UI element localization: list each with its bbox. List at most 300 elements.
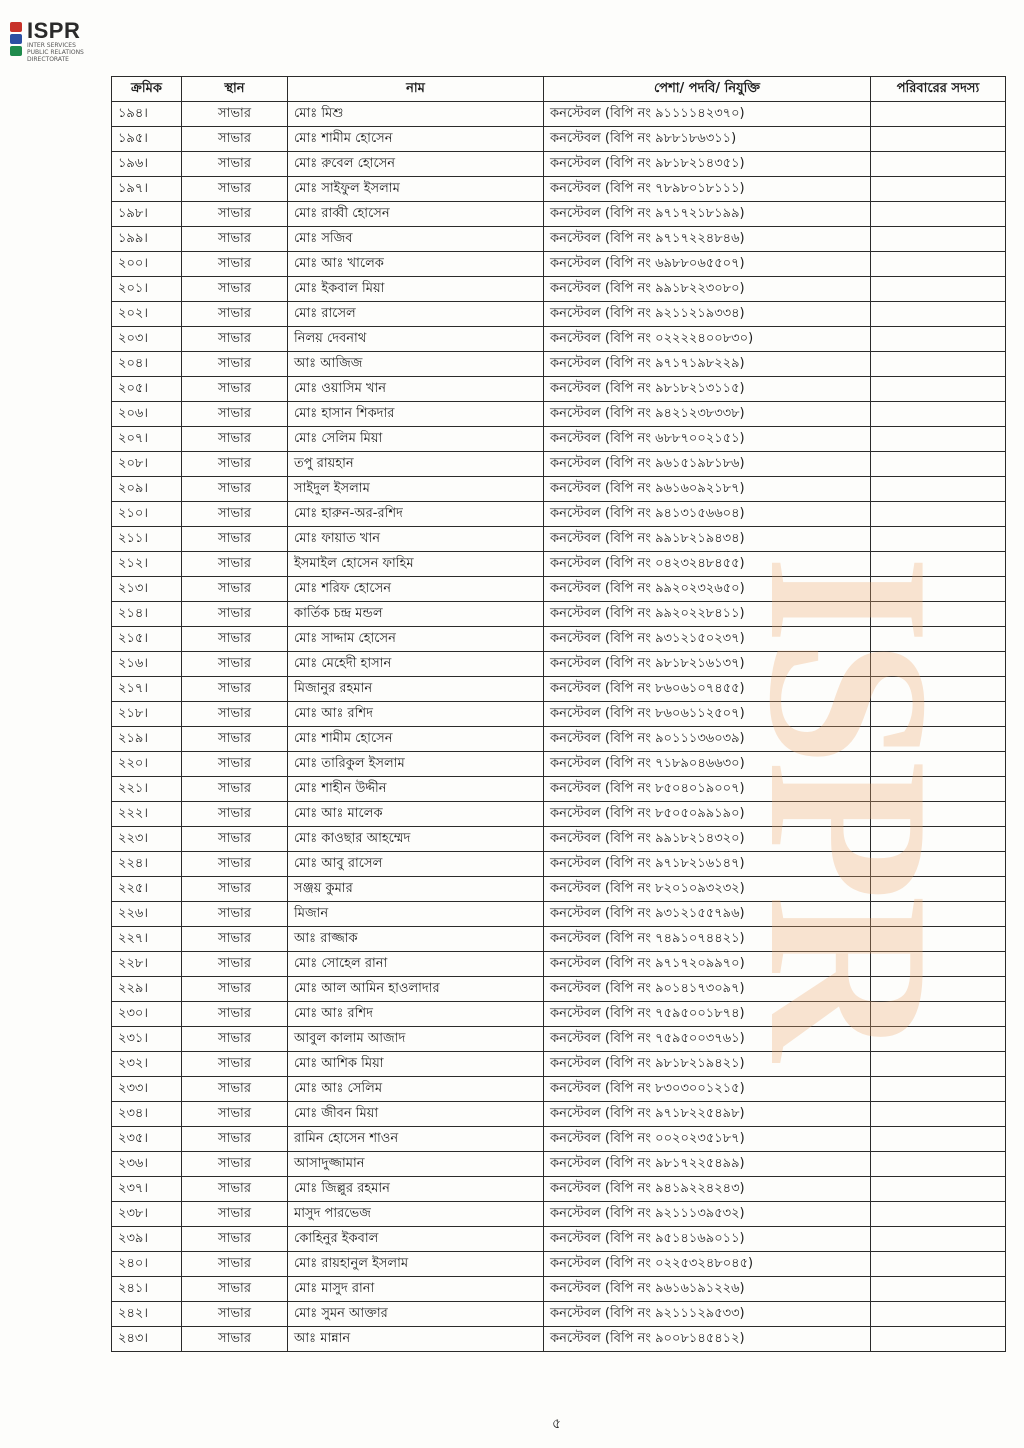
cell-name: মোঃ মিশু bbox=[288, 102, 544, 127]
cell-serial: ২৪২। bbox=[112, 1302, 182, 1327]
cell-name: মোঃ আঃ রশিদ bbox=[288, 702, 544, 727]
cell-post: কনস্টেবল (বিপি নং ৯৮১৮২১৯৪২১) bbox=[544, 1052, 871, 1077]
cell-name: সঞ্জয় কুমার bbox=[288, 877, 544, 902]
table-row bbox=[112, 302, 1006, 327]
cell-name: নিলয় দেবনাথ bbox=[288, 327, 544, 352]
ispr-emblem-icon bbox=[10, 22, 24, 56]
cell-family bbox=[871, 1227, 1006, 1252]
cell-place: সাভার bbox=[182, 252, 288, 277]
cell-family bbox=[871, 852, 1006, 877]
cell-post: কনস্টেবল (বিপি নং ৯৬১৫১৯৮১৮৬) bbox=[544, 452, 871, 477]
cell-family bbox=[871, 277, 1006, 302]
cell-post: কনস্টেবল (বিপি নং ৭৮৯৮০১৮১১১) bbox=[544, 177, 871, 202]
cell-name: মোঃ ফায়াত খান bbox=[288, 527, 544, 552]
cell-post: কনস্টেবল (বিপি নং ৯৯২০২২৮৪১১) bbox=[544, 602, 871, 627]
table-row bbox=[112, 527, 1006, 552]
cell-post: কনস্টেবল (বিপি নং ০০২০২৩৫১৮৭) bbox=[544, 1127, 871, 1152]
cell-post: কনস্টেবল (বিপি নং ৯২১১১২৯৫৩৩) bbox=[544, 1302, 871, 1327]
cell-post: কনস্টেবল (বিপি নং ৯৮১৮২১৩১১৫) bbox=[544, 377, 871, 402]
cell-serial: ২১১। bbox=[112, 527, 182, 552]
cell-serial: ২৪৩। bbox=[112, 1327, 182, 1352]
table-row bbox=[112, 902, 1006, 927]
cell-family bbox=[871, 377, 1006, 402]
cell-name: মোঃ তারিকুল ইসলাম bbox=[288, 752, 544, 777]
cell-family bbox=[871, 1302, 1006, 1327]
cell-place: সাভার bbox=[182, 427, 288, 452]
cell-place: সাভার bbox=[182, 702, 288, 727]
cell-serial: ২৩৬। bbox=[112, 1152, 182, 1177]
cell-family bbox=[871, 102, 1006, 127]
cell-serial: ১৯৯। bbox=[112, 227, 182, 252]
cell-place: সাভার bbox=[182, 727, 288, 752]
cell-name: মোঃ জিল্লুর রহমান bbox=[288, 1177, 544, 1202]
cell-name: মোঃ আঃ খালেক bbox=[288, 252, 544, 277]
cell-serial: ২২৫। bbox=[112, 877, 182, 902]
cell-serial: ১৯৬। bbox=[112, 152, 182, 177]
cell-post: কনস্টেবল (বিপি নং ৯২১১১৩৯৫৩২) bbox=[544, 1202, 871, 1227]
cell-post: কনস্টেবল (বিপি নং ৭১৮৯০৪৬৬৩০) bbox=[544, 752, 871, 777]
table-row bbox=[112, 802, 1006, 827]
cell-family bbox=[871, 452, 1006, 477]
cell-serial: ২১৮। bbox=[112, 702, 182, 727]
cell-post: কনস্টেবল (বিপি নং ৯৫১৪১৬৯০১১) bbox=[544, 1227, 871, 1252]
table-row bbox=[112, 402, 1006, 427]
logo-text: ISPR bbox=[27, 18, 81, 43]
cell-post: কনস্টেবল (বিপি নং ৭৫৯৫০০১৮৭৪) bbox=[544, 1002, 871, 1027]
cell-post: কনস্টেবল (বিপি নং ৮৬০৬১০৭৪৫৫) bbox=[544, 677, 871, 702]
cell-family bbox=[871, 677, 1006, 702]
cell-serial: ১৯৫। bbox=[112, 127, 182, 152]
cell-post: কনস্টেবল (বিপি নং ৯৯১৮২২৩০৮০) bbox=[544, 277, 871, 302]
cell-family bbox=[871, 202, 1006, 227]
cell-post: কনস্টেবল (বিপি নং ৯৮৮১৮৬৩১১) bbox=[544, 127, 871, 152]
cell-name: মোঃ আঃ সেলিম bbox=[288, 1077, 544, 1102]
table-header-row bbox=[112, 77, 1006, 102]
cell-family bbox=[871, 877, 1006, 902]
cell-place: সাভার bbox=[182, 102, 288, 127]
cell-name: মোঃ হাসান শিকদার bbox=[288, 402, 544, 427]
header-name: নাম bbox=[288, 77, 544, 102]
cell-post: কনস্টেবল (বিপি নং ৯৭১৭২২৪৮৪৬) bbox=[544, 227, 871, 252]
table-row bbox=[112, 152, 1006, 177]
cell-serial: ২১৬। bbox=[112, 652, 182, 677]
cell-place: সাভার bbox=[182, 1277, 288, 1302]
cell-serial: ২০৪। bbox=[112, 352, 182, 377]
cell-name: মোঃ সজিব bbox=[288, 227, 544, 252]
cell-place: সাভার bbox=[182, 1227, 288, 1252]
cell-name: মোঃ হারুন-অর-রশিদ bbox=[288, 502, 544, 527]
cell-post: কনস্টেবল (বিপি নং ৭৫৯৫০০৩৭৬১) bbox=[544, 1027, 871, 1052]
cell-post: কনস্টেবল (বিপি নং ৯৩১২১৫৫৭৯৬) bbox=[544, 902, 871, 927]
cell-place: সাভার bbox=[182, 1127, 288, 1152]
cell-post: কনস্টেবল (বিপি নং ৮৫০৪০১৯০০৭) bbox=[544, 777, 871, 802]
cell-family bbox=[871, 902, 1006, 927]
table-row bbox=[112, 277, 1006, 302]
cell-name: আবুল কালাম আজাদ bbox=[288, 1027, 544, 1052]
cell-serial: ২০৩। bbox=[112, 327, 182, 352]
cell-name: মোঃ আঃ মালেক bbox=[288, 802, 544, 827]
cell-family bbox=[871, 1002, 1006, 1027]
cell-family bbox=[871, 977, 1006, 1002]
cell-name: কোহিনুর ইকবাল bbox=[288, 1227, 544, 1252]
table-row bbox=[112, 977, 1006, 1002]
cell-serial: ২০২। bbox=[112, 302, 182, 327]
table-row bbox=[112, 952, 1006, 977]
cell-serial: ২২২। bbox=[112, 802, 182, 827]
cell-serial: ২০৫। bbox=[112, 377, 182, 402]
cell-name: মোঃ শামীম হোসেন bbox=[288, 127, 544, 152]
table-row bbox=[112, 777, 1006, 802]
table-row bbox=[112, 1177, 1006, 1202]
table-row bbox=[112, 652, 1006, 677]
cell-name: মিজান bbox=[288, 902, 544, 927]
cell-family bbox=[871, 502, 1006, 527]
cell-family bbox=[871, 927, 1006, 952]
cell-serial: ২২৯। bbox=[112, 977, 182, 1002]
cell-serial: ২৩২। bbox=[112, 1052, 182, 1077]
table-row bbox=[112, 1027, 1006, 1052]
table-row bbox=[112, 602, 1006, 627]
table-row bbox=[112, 177, 1006, 202]
cell-place: সাভার bbox=[182, 202, 288, 227]
cell-name: মোঃ শামীম হোসেন bbox=[288, 727, 544, 752]
table-row bbox=[112, 1002, 1006, 1027]
cell-place: সাভার bbox=[182, 477, 288, 502]
cell-serial: ২০০। bbox=[112, 252, 182, 277]
table-row bbox=[112, 827, 1006, 852]
header-post: পেশা/ পদবি/ নিযুক্তি bbox=[544, 77, 871, 102]
cell-place: সাভার bbox=[182, 1102, 288, 1127]
cell-family bbox=[871, 727, 1006, 752]
cell-name: মোঃ জীবন মিয়া bbox=[288, 1102, 544, 1127]
cell-family bbox=[871, 802, 1006, 827]
table-row bbox=[112, 1202, 1006, 1227]
cell-serial: ১৯৮। bbox=[112, 202, 182, 227]
cell-post: কনস্টেবল (বিপি নং ৯০০৮১৪৫৪১২) bbox=[544, 1327, 871, 1352]
cell-serial: ২৩৫। bbox=[112, 1127, 182, 1152]
cell-family bbox=[871, 1052, 1006, 1077]
cell-post: কনস্টেবল (বিপি নং ৯০১১১৩৬০৩৯) bbox=[544, 727, 871, 752]
table-row bbox=[112, 1152, 1006, 1177]
table-row bbox=[112, 927, 1006, 952]
table-row bbox=[112, 852, 1006, 877]
cell-place: সাভার bbox=[182, 1002, 288, 1027]
cell-serial: ২০১। bbox=[112, 277, 182, 302]
cell-place: সাভার bbox=[182, 1177, 288, 1202]
cell-name: মোঃ সুমন আক্তার bbox=[288, 1302, 544, 1327]
cell-place: সাভার bbox=[182, 1152, 288, 1177]
cell-post: কনস্টেবল (বিপি নং ৯৭১৭২১৮১৯৯) bbox=[544, 202, 871, 227]
cell-post: কনস্টেবল (বিপি নং ৯৯১৮২১৪৩২০) bbox=[544, 827, 871, 852]
page-number: ৫ bbox=[552, 1416, 562, 1432]
cell-serial: ২১৭। bbox=[112, 677, 182, 702]
cell-family bbox=[871, 302, 1006, 327]
cell-family bbox=[871, 552, 1006, 577]
cell-post: কনস্টেবল (বিপি নং ৯৪২১২৩৮৩৩৮) bbox=[544, 402, 871, 427]
cell-place: সাভার bbox=[182, 852, 288, 877]
cell-place: সাভার bbox=[182, 552, 288, 577]
cell-post: কনস্টেবল (বিপি নং ৯৬১৬০৯২১৮৭) bbox=[544, 477, 871, 502]
cell-place: সাভার bbox=[182, 327, 288, 352]
cell-place: সাভার bbox=[182, 1327, 288, 1352]
cell-place: সাভার bbox=[182, 1077, 288, 1102]
cell-serial: ২২৭। bbox=[112, 927, 182, 952]
cell-place: সাভার bbox=[182, 352, 288, 377]
cell-family bbox=[871, 152, 1006, 177]
cell-family bbox=[871, 402, 1006, 427]
cell-serial: ২৪১। bbox=[112, 1277, 182, 1302]
cell-family bbox=[871, 577, 1006, 602]
table-row bbox=[112, 727, 1006, 752]
cell-place: সাভার bbox=[182, 602, 288, 627]
cell-serial: ২০৬। bbox=[112, 402, 182, 427]
table-row bbox=[112, 1302, 1006, 1327]
cell-post: কনস্টেবল (বিপি নং ০২২২২৪০০৮৩০) bbox=[544, 327, 871, 352]
cell-family bbox=[871, 1027, 1006, 1052]
cell-post: কনস্টেবল (বিপি নং ৯২১১২১৯৩৩৪) bbox=[544, 302, 871, 327]
cell-place: সাভার bbox=[182, 1027, 288, 1052]
cell-serial: ২১৫। bbox=[112, 627, 182, 652]
cell-family bbox=[871, 952, 1006, 977]
cell-place: সাভার bbox=[182, 1302, 288, 1327]
cell-place: সাভার bbox=[182, 452, 288, 477]
cell-name: মোঃ ইকবাল মিয়া bbox=[288, 277, 544, 302]
cell-place: সাভার bbox=[182, 677, 288, 702]
table-row bbox=[112, 702, 1006, 727]
cell-place: সাভার bbox=[182, 927, 288, 952]
table-row bbox=[112, 227, 1006, 252]
header-family: পরিবারের সদস্য bbox=[871, 77, 1006, 102]
cell-family bbox=[871, 527, 1006, 552]
cell-place: সাভার bbox=[182, 752, 288, 777]
cell-name: মোঃ মাসুদ রানা bbox=[288, 1277, 544, 1302]
cell-family bbox=[871, 1177, 1006, 1202]
cell-name: মোঃ রুবেল হোসেন bbox=[288, 152, 544, 177]
cell-serial: ২২৮। bbox=[112, 952, 182, 977]
cell-name: মোঃ কাওছার আহম্মেদ bbox=[288, 827, 544, 852]
cell-name: মোঃ আল আমিন হাওলাদার bbox=[288, 977, 544, 1002]
cell-post: কনস্টেবল (বিপি নং ৯৭১৮২২৫৪৯৮) bbox=[544, 1102, 871, 1127]
cell-post: কনস্টেবল (বিপি নং ৭৪৯১০৭৪৪২১) bbox=[544, 927, 871, 952]
cell-name: মোঃ রাব্বী হোসেন bbox=[288, 202, 544, 227]
cell-serial: ২১৪। bbox=[112, 602, 182, 627]
cell-family bbox=[871, 602, 1006, 627]
cell-serial: ২১৯। bbox=[112, 727, 182, 752]
cell-name: রামিন হোসেন শাওন bbox=[288, 1127, 544, 1152]
cell-name: ইসমাইল হোসেন ফাহিম bbox=[288, 552, 544, 577]
table-row bbox=[112, 1052, 1006, 1077]
cell-family bbox=[871, 1277, 1006, 1302]
cell-post: কনস্টেবল (বিপি নং ৯৪১৩১৫৬৬০৪) bbox=[544, 502, 871, 527]
cell-post: কনস্টেবল (বিপি নং ৯৯২০২৩২৬৫০) bbox=[544, 577, 871, 602]
cell-post: কনস্টেবল (বিপি নং ৯৭১৭১৯৮২২৯) bbox=[544, 352, 871, 377]
cell-family bbox=[871, 652, 1006, 677]
cell-post: কনস্টেবল (বিপি নং ০৪২৩২৪৮৪৫৫) bbox=[544, 552, 871, 577]
cell-place: সাভার bbox=[182, 577, 288, 602]
cell-place: সাভার bbox=[182, 627, 288, 652]
cell-family bbox=[871, 177, 1006, 202]
cell-post: কনস্টেবল (বিপি নং ৯৮১৮২১৪৩৫১) bbox=[544, 152, 871, 177]
cell-name: মোঃ আঃ রশিদ bbox=[288, 1002, 544, 1027]
cell-name: মোঃ সেলিম মিয়া bbox=[288, 427, 544, 452]
cell-serial: ১৯৪। bbox=[112, 102, 182, 127]
cell-serial: ২০৮। bbox=[112, 452, 182, 477]
cell-family bbox=[871, 1127, 1006, 1152]
cell-post: কনস্টেবল (বিপি নং ৮৬০৬১১২৫০৭) bbox=[544, 702, 871, 727]
cell-post: কনস্টেবল (বিপি নং ৯৬১৬১৯১২২৬) bbox=[544, 1277, 871, 1302]
cell-serial: ২৩৯। bbox=[112, 1227, 182, 1252]
cell-serial: ২৪০। bbox=[112, 1252, 182, 1277]
cell-name: মোঃ আবু রাসেল bbox=[288, 852, 544, 877]
cell-name: সাইদুল ইসলাম bbox=[288, 477, 544, 502]
cell-family bbox=[871, 1102, 1006, 1127]
cell-place: সাভার bbox=[182, 902, 288, 927]
cell-serial: ২২০। bbox=[112, 752, 182, 777]
cell-post: কনস্টেবল (বিপি নং ৯৮১৮২১৬১৩৭) bbox=[544, 652, 871, 677]
cell-place: সাভার bbox=[182, 1202, 288, 1227]
cell-name: মোঃ মেহেদী হাসান bbox=[288, 652, 544, 677]
cell-post: কনস্টেবল (বিপি নং ৯১১১১৪২৩৭০) bbox=[544, 102, 871, 127]
cell-serial: ২৩০। bbox=[112, 1002, 182, 1027]
cell-place: সাভার bbox=[182, 652, 288, 677]
cell-name: মোঃ রাসেল bbox=[288, 302, 544, 327]
table-row bbox=[112, 252, 1006, 277]
cell-family bbox=[871, 752, 1006, 777]
cell-post: কনস্টেবল (বিপি নং ৮৫০৫০৯৯১৯০) bbox=[544, 802, 871, 827]
cell-family bbox=[871, 127, 1006, 152]
cell-family bbox=[871, 1252, 1006, 1277]
cell-serial: ১৯৭। bbox=[112, 177, 182, 202]
cell-post: কনস্টেবল (বিপি নং ৯৪১৯২২৪২৪৩) bbox=[544, 1177, 871, 1202]
table-row bbox=[112, 477, 1006, 502]
cell-place: সাভার bbox=[182, 527, 288, 552]
cell-place: সাভার bbox=[182, 127, 288, 152]
cell-name: আঃ মান্নান bbox=[288, 1327, 544, 1352]
cell-family bbox=[871, 827, 1006, 852]
cell-serial: ২২৪। bbox=[112, 852, 182, 877]
table-row bbox=[112, 427, 1006, 452]
table-row bbox=[112, 1227, 1006, 1252]
cell-family bbox=[871, 1327, 1006, 1352]
cell-post: কনস্টেবল (বিপি নং ৬৮৮৭০০২১৫১) bbox=[544, 427, 871, 452]
cell-name: মোঃ সোহেল রানা bbox=[288, 952, 544, 977]
cell-place: সাভার bbox=[182, 877, 288, 902]
header-place: স্থান bbox=[182, 77, 288, 102]
cell-family bbox=[871, 477, 1006, 502]
cell-place: সাভার bbox=[182, 777, 288, 802]
table-row bbox=[112, 127, 1006, 152]
cell-serial: ২৩৮। bbox=[112, 1202, 182, 1227]
cell-name: মোঃ সাদ্দাম হোসেন bbox=[288, 627, 544, 652]
cell-serial: ২৩৭। bbox=[112, 1177, 182, 1202]
cell-place: সাভার bbox=[182, 502, 288, 527]
cell-place: সাভার bbox=[182, 377, 288, 402]
cell-place: সাভার bbox=[182, 402, 288, 427]
ispr-logo bbox=[10, 18, 94, 63]
cell-place: সাভার bbox=[182, 952, 288, 977]
cell-family bbox=[871, 1152, 1006, 1177]
cell-family bbox=[871, 327, 1006, 352]
cell-place: সাভার bbox=[182, 302, 288, 327]
table-body bbox=[112, 102, 1006, 1352]
cell-name: মোঃ শাহীন উদ্দীন bbox=[288, 777, 544, 802]
cell-post: কনস্টেবল (বিপি নং ৯৭১৭২০৯৯৭০) bbox=[544, 952, 871, 977]
cell-post: কনস্টেবল (বিপি নং ৮২০১০৯৩২৩২) bbox=[544, 877, 871, 902]
table-row bbox=[112, 627, 1006, 652]
cell-post: কনস্টেবল (বিপি নং ৮৩০৩০০১২১৫) bbox=[544, 1077, 871, 1102]
cell-family bbox=[871, 252, 1006, 277]
cell-name: মোঃ ওয়াসিম খান bbox=[288, 377, 544, 402]
cell-serial: ২৩৪। bbox=[112, 1102, 182, 1127]
cell-serial: ২৩৩। bbox=[112, 1077, 182, 1102]
cell-serial: ২২৬। bbox=[112, 902, 182, 927]
cell-serial: ২৩১। bbox=[112, 1027, 182, 1052]
cell-family bbox=[871, 1202, 1006, 1227]
cell-serial: ২১৩। bbox=[112, 577, 182, 602]
table-row bbox=[112, 877, 1006, 902]
table-row bbox=[112, 1327, 1006, 1352]
table-row bbox=[112, 1277, 1006, 1302]
cell-family bbox=[871, 1077, 1006, 1102]
cell-place: সাভার bbox=[182, 977, 288, 1002]
cell-post: কনস্টেবল (বিপি নং ৯০১৪১৭৩০৯৭) bbox=[544, 977, 871, 1002]
cell-serial: ২০৯। bbox=[112, 477, 182, 502]
header-serial: ক্রমিক bbox=[112, 77, 182, 102]
table-row bbox=[112, 752, 1006, 777]
cell-family bbox=[871, 427, 1006, 452]
table-row bbox=[112, 377, 1006, 402]
cell-serial: ২২১। bbox=[112, 777, 182, 802]
cell-serial: ২১২। bbox=[112, 552, 182, 577]
table-row bbox=[112, 102, 1006, 127]
table-row bbox=[112, 1127, 1006, 1152]
cell-name: মিজানুর রহমান bbox=[288, 677, 544, 702]
cell-place: সাভার bbox=[182, 802, 288, 827]
cell-family bbox=[871, 352, 1006, 377]
cell-place: সাভার bbox=[182, 152, 288, 177]
cell-family bbox=[871, 777, 1006, 802]
cell-name: মোঃ আশিক মিয়া bbox=[288, 1052, 544, 1077]
cell-place: সাভার bbox=[182, 177, 288, 202]
table-row bbox=[112, 452, 1006, 477]
cell-name: আঃ রাজ্জাক bbox=[288, 927, 544, 952]
table-row bbox=[112, 352, 1006, 377]
table-row bbox=[112, 327, 1006, 352]
cell-family bbox=[871, 702, 1006, 727]
cell-serial: ২১০। bbox=[112, 502, 182, 527]
table-row bbox=[112, 677, 1006, 702]
table-row bbox=[112, 1077, 1006, 1102]
cell-name: মাসুদ পারভেজ bbox=[288, 1202, 544, 1227]
cell-name: তপু রায়হান bbox=[288, 452, 544, 477]
table-row bbox=[112, 1102, 1006, 1127]
cell-name: মোঃ রায়হানুল ইসলাম bbox=[288, 1252, 544, 1277]
table-row bbox=[112, 1252, 1006, 1277]
cell-place: সাভার bbox=[182, 227, 288, 252]
cell-place: সাভার bbox=[182, 1252, 288, 1277]
cell-name: আঃ আজিজ bbox=[288, 352, 544, 377]
cell-post: কনস্টেবল (বিপি নং ৯৮১৭২২৫৪৯৯) bbox=[544, 1152, 871, 1177]
cell-family bbox=[871, 227, 1006, 252]
table-row bbox=[112, 577, 1006, 602]
cell-serial: ২০৭। bbox=[112, 427, 182, 452]
casualty-table bbox=[111, 76, 1006, 1352]
table-row bbox=[112, 502, 1006, 527]
cell-post: কনস্টেবল (বিপি নং ৬৯৮৮০৬৫৫০৭) bbox=[544, 252, 871, 277]
table-row bbox=[112, 552, 1006, 577]
cell-name: কার্তিক চন্দ্র মন্ডল bbox=[288, 602, 544, 627]
logo-subtitle: INTER SERVICES PUBLIC RELATIONS DIRECTORATE bbox=[27, 42, 84, 63]
